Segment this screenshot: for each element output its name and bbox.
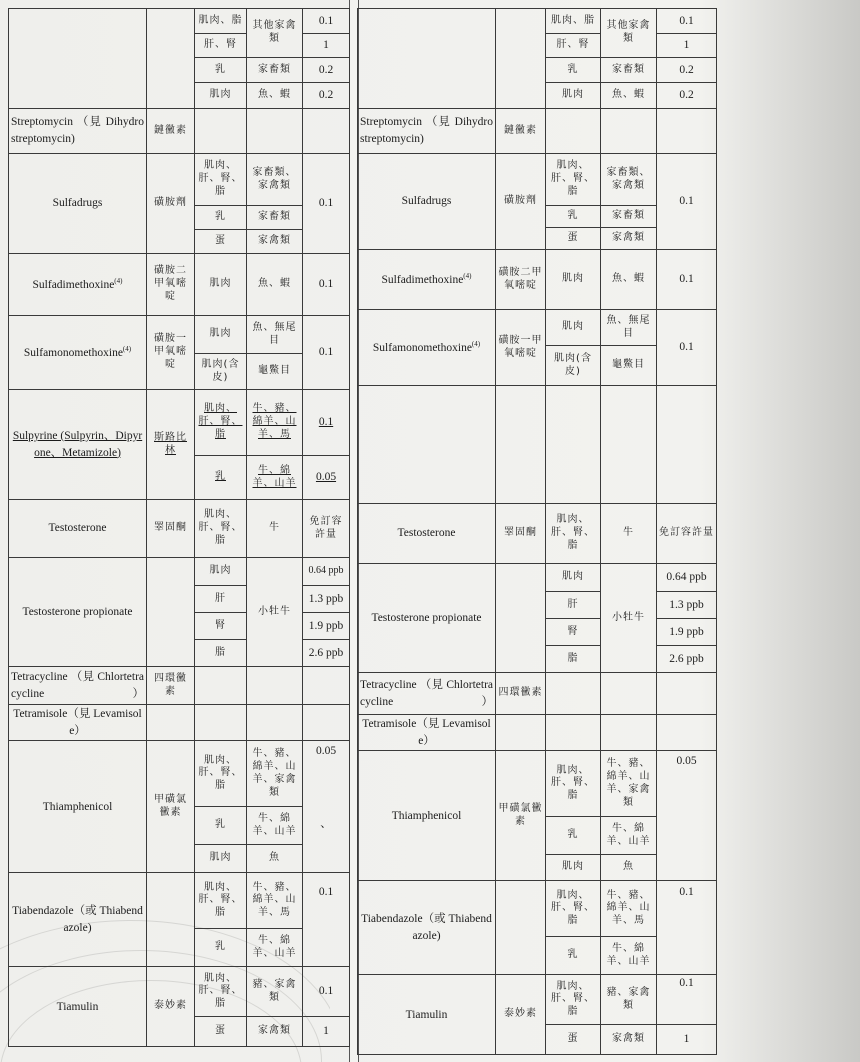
table-row (9, 667, 350, 705)
species-cell: 牛、綿羊、山羊 (247, 929, 303, 967)
table-row (9, 500, 350, 558)
drug-name-cell: Testosterone propionate (9, 558, 147, 667)
tissue-cell (195, 705, 247, 741)
mrl-cell (657, 386, 717, 504)
species-cell: 家畜類 (247, 206, 303, 230)
drug-zh-cell (496, 564, 546, 673)
drug-zh-cell (147, 558, 195, 667)
mrl-cell: 1.9 ppb (657, 619, 717, 646)
species-cell: 家畜類 (601, 206, 657, 228)
mrl-cell: 0.1 (303, 967, 350, 1017)
drug-name-cell: Tiabendazole（或 Thiabendazole) (9, 873, 147, 967)
drug-name-cell: Tiamulin (9, 967, 147, 1047)
species-cell: 魚、蝦 (247, 83, 303, 109)
tissue-cell (546, 386, 601, 504)
tissue-cell: 肌肉、肝、腎、脂 (195, 967, 247, 1017)
mrl-cell: 0.1 (657, 9, 717, 34)
mrl-cell: 1 (303, 1017, 350, 1047)
species-cell: 龜鱉目 (601, 346, 657, 386)
tissue-cell: 肌肉 (546, 855, 601, 881)
tissue-cell: 肌肉、肝、腎、脂 (546, 154, 601, 206)
species-cell: 其他家禽類 (601, 9, 657, 58)
drug-name-cell (9, 316, 147, 390)
mrl-cell: 0.05 (657, 751, 717, 881)
table-row (9, 154, 350, 206)
mrl-cell: 1.3 ppb (657, 592, 717, 619)
drug-name: Sulfamonomethoxine (23, 346, 123, 359)
tissue-cell: 乳 (546, 937, 601, 975)
drug-name-cell (358, 310, 496, 386)
tissue-cell: 肌肉 (546, 83, 601, 109)
drug-zh-cell (496, 386, 546, 504)
species-cell: 其他家禽類 (247, 9, 303, 58)
table-row (9, 316, 350, 354)
drug-zh-cell (496, 9, 546, 109)
tissue-cell: 肌肉 (195, 845, 247, 873)
species-cell: 牛 (601, 504, 657, 564)
drug-zh-cell: 四環黴素 (147, 667, 195, 705)
tissue-cell: 乳 (195, 807, 247, 845)
table-row (358, 673, 717, 715)
species-cell: 魚、無尾目 (247, 316, 303, 354)
tissue-cell: 肌肉、脂 (195, 9, 247, 34)
species-cell: 家畜類、家禽類 (247, 154, 303, 206)
tissue-cell: 肌肉 (195, 254, 247, 316)
tissue-cell: 肌肉 (195, 316, 247, 354)
mrl-cell: 0.2 (657, 58, 717, 83)
tissue-cell: 肌肉、肝、腎、脂 (546, 751, 601, 817)
drug-name-cell: Tiamulin (358, 975, 496, 1055)
mrl-cell: 0.1 (303, 316, 350, 390)
species-cell: 豬、家禽類 (247, 967, 303, 1017)
species-cell: 家禽類 (247, 230, 303, 254)
mrl-cell: 0.64 ppb (657, 564, 717, 592)
drug-zh-cell: 磺胺二甲氧嘧啶 (147, 254, 195, 316)
species-cell (247, 109, 303, 154)
tissue-cell: 乳 (546, 206, 601, 228)
species-cell: 家禽類 (247, 1017, 303, 1047)
drug-zh-cell: 泰妙素 (147, 967, 195, 1047)
species-cell (247, 705, 303, 741)
table-row (358, 564, 717, 592)
species-cell (247, 667, 303, 705)
species-cell: 牛、豬、綿羊、山羊、家禽類 (247, 741, 303, 807)
mrl-cell (657, 715, 717, 751)
drug-zh-cell: 鏈黴素 (496, 109, 546, 154)
tissue-cell: 肌肉 (195, 558, 247, 586)
drug-zh-cell: 甲磺氯黴素 (496, 751, 546, 881)
drug-name-cell (358, 9, 496, 109)
table-row (9, 9, 350, 34)
footnote-mark: (4) (471, 339, 481, 348)
drug-name-cell: Streptomycin （見 Dihydrostreptomycin) (9, 109, 147, 154)
table-row (358, 310, 717, 346)
species-cell: 牛、綿羊、山羊 (601, 817, 657, 855)
drug-name-cell: Sulfadrugs (358, 154, 496, 250)
drug-name-cell: Tetracycline （見 Chlortetracycline） (9, 667, 147, 705)
species-cell: 牛、豬、綿羊、山羊、家禽類 (601, 751, 657, 817)
mrl-cell: 0.2 (303, 83, 350, 109)
tissue-cell: 肌肉、肝、腎、脂 (195, 500, 247, 558)
drug-zh-cell: 磺胺劑 (496, 154, 546, 250)
species-cell: 牛、綿羊、山羊 (601, 937, 657, 975)
tissue-cell: 蛋 (546, 228, 601, 250)
species-cell: 魚、無尾目 (601, 310, 657, 346)
species-cell: 牛、豬、綿羊、山羊、馬 (601, 881, 657, 937)
mrl-cell (657, 109, 717, 154)
species-cell: 家畜類 (247, 58, 303, 83)
tissue-cell (546, 673, 601, 715)
table-row (358, 881, 717, 937)
tissue-cell: 肌肉 (546, 310, 601, 346)
tissue-cell: 乳 (546, 58, 601, 83)
mrl-cell: 0.1 (303, 254, 350, 316)
mrl-cell (303, 741, 350, 873)
mrl-cell: 0.1 (303, 390, 350, 456)
drug-name-cell: Tetramisole（見 Levamisole） (358, 715, 496, 751)
tissue-cell: 肌肉 (195, 83, 247, 109)
mrl-cell (303, 705, 350, 741)
tissue-cell (546, 109, 601, 154)
tissue-cell: 蛋 (195, 1017, 247, 1047)
table-row (9, 705, 350, 741)
drug-name-cell: Sulpyrine (Sulpyrin、Dipyrone、Metamizole) (9, 390, 147, 500)
drug-name-cell: Testosterone (9, 500, 147, 558)
drug-name-cell: Thiamphenicol (358, 751, 496, 881)
species-cell (601, 109, 657, 154)
species-cell: 豬、家禽類 (601, 975, 657, 1025)
drug-zh-cell: 四環黴素 (496, 673, 546, 715)
mrl-cell: 1 (303, 34, 350, 58)
mrl-cell (303, 667, 350, 705)
mrl-cell: 0.1 (657, 975, 717, 1025)
drug-zh-cell: 斯路比林 (147, 390, 195, 500)
drug-name-cell (358, 386, 496, 504)
mrl-cell: 1 (657, 1025, 717, 1055)
drug-zh-cell: 磺胺二甲氧嘧啶 (496, 250, 546, 310)
table-row (358, 250, 717, 310)
tissue-cell: 肌肉、肝、腎、脂 (195, 873, 247, 929)
mrl-cell: 1.9 ppb (303, 613, 350, 640)
tissue-cell: 肝 (546, 592, 601, 619)
mrl-cell: 0.1 (657, 310, 717, 386)
drug-name-cell (358, 250, 496, 310)
table-row (9, 390, 350, 456)
mrl-cell (657, 673, 717, 715)
drug-zh-cell: 磺胺一甲氧嘧啶 (147, 316, 195, 390)
species-cell: 家畜類、家禽類 (601, 154, 657, 206)
mrl-value: 0.05 (315, 745, 337, 758)
mrl-cell: 0.1 (303, 873, 350, 967)
drug-zh-cell: 睪固酮 (496, 504, 546, 564)
mrl-mark: 、 (320, 818, 332, 831)
drug-name: Sulfadimethoxine (32, 278, 115, 291)
mrl-cell: 0.1 (303, 9, 350, 34)
species-cell (601, 673, 657, 715)
tissue-cell: 乳 (195, 206, 247, 230)
tissue-cell: 肌肉、脂 (546, 9, 601, 34)
mrl-cell: 0.1 (657, 881, 717, 975)
mrl-cell: 0.64 ppb (303, 558, 350, 586)
mrl-cell: 0.05 (303, 456, 350, 500)
species-cell: 小牡牛 (601, 564, 657, 673)
tissue-cell: 腎 (546, 619, 601, 646)
drug-name-cell: Testosterone (358, 504, 496, 564)
table-row (358, 386, 717, 504)
tissue-cell: 蛋 (546, 1025, 601, 1055)
drug-name-cell: Streptomycin （見 Dihydrostreptomycin) (358, 109, 496, 154)
mrl-cell: 2.6 ppb (657, 646, 717, 673)
tissue-cell: 肌肉 (546, 250, 601, 310)
tissue-cell: 脂 (195, 640, 247, 667)
tissue-cell: 肌肉、肝、腎、脂 (195, 741, 247, 807)
table-row (358, 109, 717, 154)
table-row (9, 254, 350, 316)
table-row (9, 873, 350, 929)
mrl-cell: 0.2 (303, 58, 350, 83)
tissue-cell: 肌肉、肝、腎、脂 (546, 504, 601, 564)
table-row (358, 154, 717, 206)
drug-zh-cell (147, 705, 195, 741)
drug-zh-cell: 鏈黴素 (147, 109, 195, 154)
species-cell: 魚 (247, 845, 303, 873)
drug-name: Sulfamonomethoxine (372, 341, 472, 354)
tissue-cell: 肝、腎 (546, 34, 601, 58)
tissue-cell (195, 109, 247, 154)
table-row (9, 967, 350, 1017)
species-cell: 龜鱉目 (247, 354, 303, 390)
species-cell: 牛、豬、綿羊、山羊、馬 (247, 873, 303, 929)
drug-zh-cell: 泰妙素 (496, 975, 546, 1055)
tissue-cell: 肌肉、肝、腎、脂 (195, 390, 247, 456)
species-cell: 魚、蝦 (247, 254, 303, 316)
table-row (358, 504, 717, 564)
tissue-cell: 肝、腎 (195, 34, 247, 58)
mrl-cell: 0.1 (657, 154, 717, 250)
drug-zh-cell: 睪固酮 (147, 500, 195, 558)
left-residue-table (8, 8, 350, 1047)
table-row (9, 741, 350, 807)
species-cell: 家禽類 (601, 228, 657, 250)
tissue-cell: 乳 (195, 456, 247, 500)
right-residue-table (357, 8, 717, 1055)
drug-name-cell: Testosterone propionate (358, 564, 496, 673)
tissue-cell: 肌肉 (546, 564, 601, 592)
tissue-cell: 脂 (546, 646, 601, 673)
mrl-cell: 2.6 ppb (303, 640, 350, 667)
tissue-cell: 乳 (195, 58, 247, 83)
footnote-mark: (4) (463, 271, 472, 280)
species-cell: 魚 (601, 855, 657, 881)
tissue-cell (195, 667, 247, 705)
mrl-cell: 免訂容許量 (303, 500, 350, 558)
species-cell: 牛、綿羊、山羊 (247, 456, 303, 500)
drug-zh-cell: 磺胺一甲氧嘧啶 (496, 310, 546, 386)
drug-zh-cell (496, 715, 546, 751)
drug-name-cell: Tetracycline （見 Chlortetracycline） (358, 673, 496, 715)
tissue-cell: 肌肉、肝、腎、脂 (546, 881, 601, 937)
table-row (358, 715, 717, 751)
tissue-cell: 乳 (546, 817, 601, 855)
mrl-cell: 0.1 (657, 250, 717, 310)
species-cell (601, 715, 657, 751)
drug-name-cell (9, 9, 147, 109)
tissue-cell: 腎 (195, 613, 247, 640)
drug-name-cell (9, 254, 147, 316)
tissue-cell: 肌肉、肝、腎、脂 (546, 975, 601, 1025)
drug-zh-cell (496, 881, 546, 975)
drug-zh-cell: 甲磺氯黴素 (147, 741, 195, 873)
species-cell: 牛 (247, 500, 303, 558)
species-cell: 牛、豬、綿羊、山羊、馬 (247, 390, 303, 456)
tissue-cell (546, 715, 601, 751)
mrl-cell: 1.3 ppb (303, 586, 350, 613)
species-cell: 牛、綿羊、山羊 (247, 807, 303, 845)
drug-zh-cell: 磺胺劑 (147, 154, 195, 254)
tissue-cell: 肌肉(含皮) (195, 354, 247, 390)
species-cell: 家禽類 (601, 1025, 657, 1055)
drug-zh-cell (147, 873, 195, 967)
species-cell: 小牡牛 (247, 558, 303, 667)
mrl-cell (303, 109, 350, 154)
species-cell: 魚、蝦 (601, 250, 657, 310)
tissue-cell: 乳 (195, 929, 247, 967)
mrl-cell: 1 (657, 34, 717, 58)
table-row (358, 751, 717, 817)
drug-name-cell: Tiabendazole（或 Thiabendazole) (358, 881, 496, 975)
table-row (9, 558, 350, 586)
mrl-cell: 免訂容許量 (657, 504, 717, 564)
drug-name-cell: Tetramisole（見 Levamisole） (9, 705, 147, 741)
footnote-mark: (4) (114, 276, 123, 285)
drug-name-cell: Sulfadrugs (9, 154, 147, 254)
species-cell: 魚、蝦 (601, 83, 657, 109)
table-row (9, 109, 350, 154)
drug-name: Sulfadimethoxine (381, 273, 464, 286)
species-cell: 家畜類 (601, 58, 657, 83)
drug-name-cell: Thiamphenicol (9, 741, 147, 873)
drug-zh-cell (147, 9, 195, 109)
table-row (358, 975, 717, 1025)
tissue-cell: 蛋 (195, 230, 247, 254)
table-row (358, 9, 717, 34)
tissue-cell: 肌肉(含皮) (546, 346, 601, 386)
tissue-cell: 肝 (195, 586, 247, 613)
tissue-cell: 肌肉、肝、腎、脂 (195, 154, 247, 206)
mrl-cell: 0.1 (303, 154, 350, 254)
species-cell (601, 386, 657, 504)
footnote-mark: (4) (122, 344, 132, 353)
mrl-cell: 0.2 (657, 83, 717, 109)
